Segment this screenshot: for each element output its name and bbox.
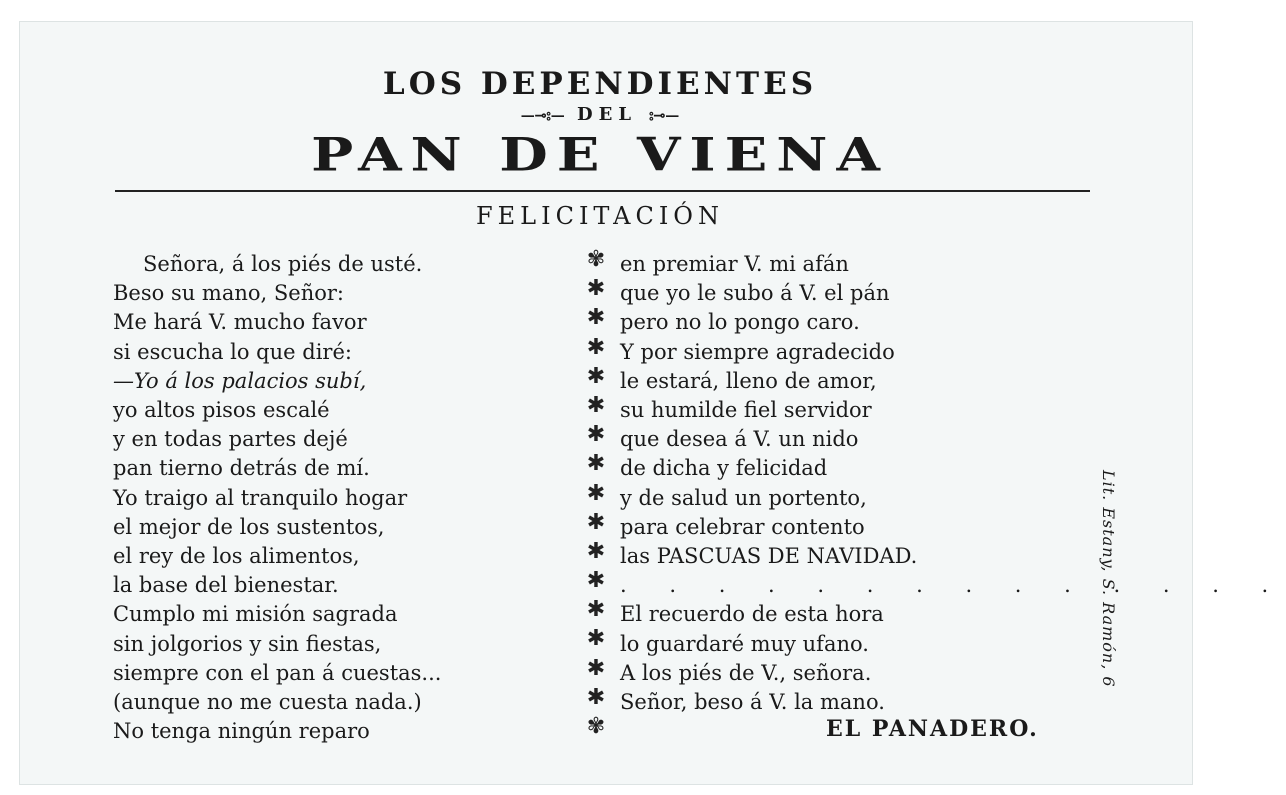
header-rule [115, 190, 1090, 192]
poem-line: —Yo á los palacios subí, [113, 368, 367, 393]
poem-line: sin jolgorios y sin fiestas, [113, 631, 382, 656]
star-ornament-icon: ✱ [586, 334, 606, 360]
poem-line: el mejor de los sustentos, [113, 514, 385, 539]
star-ornament-icon: ✱ [586, 363, 606, 389]
star-ornament-icon: ✱ [586, 451, 606, 477]
poem-line: en premiar V. mi afán [620, 252, 849, 276]
right-poem-column [620, 250, 1286, 717]
poem-line: Me hará V. mucho favor [113, 310, 367, 335]
poem-line: Cumplo mi misión sagrada [113, 602, 398, 627]
poem-line: Yo traigo al tranquilo hogar [113, 485, 408, 510]
header-line-1: LOS DEPENDIENTES [382, 66, 818, 102]
poem-line: Señor, beso á V. la mano. [620, 690, 885, 715]
poem-line: su humilde fiel servidor [620, 398, 872, 423]
star-ornament-icon: ✱ [586, 538, 606, 564]
poem-line: pero no lo pongo caro. [620, 310, 860, 335]
right-ornament-icon: ⦂⊸— [649, 108, 680, 124]
ornamental-divider [582, 245, 610, 750]
poem-line: No tenga ningún reparo [113, 719, 370, 744]
poem-line: si escucha lo que diré: [113, 339, 352, 364]
poem-line: Y por siempre agradecido [620, 339, 895, 364]
poem-line: las PASCUAS DE NAVIDAD. [620, 544, 918, 569]
poem-line: el rey de los alimentos, [113, 544, 360, 569]
poem-line: El recuerdo de esta hora [620, 602, 884, 627]
poem-line: y de salud un portento, [620, 485, 867, 510]
star-ornament-icon: ✱ [586, 626, 606, 652]
poem-line: de dicha y felicidad [620, 456, 828, 481]
poem-line: lo guardaré muy ufano. [620, 631, 869, 656]
left-poem-column [113, 250, 441, 746]
star-ornament-icon: ✱ [586, 480, 606, 506]
left-ornament-icon: —⊸⦂— [520, 108, 565, 124]
star-ornament-icon: ✱ [586, 597, 606, 623]
poem-line: Señora, á los piés de usté. [143, 252, 423, 276]
leaf-ornament-icon: ✾ [586, 714, 606, 739]
star-ornament-icon: ✱ [586, 684, 606, 710]
printer-imprint: Lit. Estany, S. Ramón, 6 [1099, 470, 1118, 688]
poem-line: le estará, lleno de amor, [620, 368, 877, 393]
poem-line: y en todas partes dejé [113, 427, 348, 452]
star-ornament-icon: ✱ [586, 568, 606, 594]
header-del [0, 104, 1200, 125]
poem-line: que desea á V. un nido [620, 427, 859, 452]
signature: EL PANADERO. [826, 716, 1039, 742]
poem-line: A los piés de V., señora. [620, 660, 872, 685]
poem-line: pan tierno detrás de mí. [113, 456, 370, 481]
star-ornament-icon: ✱ [586, 305, 606, 331]
star-ornament-icon: ✱ [586, 655, 606, 681]
leaf-ornament-icon: ✾ [586, 247, 606, 272]
poem-line: (aunque no me cuesta nada.) [113, 690, 422, 715]
star-ornament-icon: ✱ [586, 422, 606, 448]
star-ornament-icon: ✱ [586, 276, 606, 302]
poem-line: yo altos pisos escalé [113, 398, 330, 423]
poem-line: la base del bienestar. [113, 573, 339, 598]
poem-line: Beso su mano, Señor: [113, 281, 344, 306]
star-ornament-icon: ✱ [586, 392, 606, 418]
subtitle: FELICITACIÓN [476, 202, 724, 230]
poem-line: que yo le subo á V. el pán [620, 281, 890, 306]
poem-ellipsis-line: . . . . . . . . . . . . . . [620, 573, 1286, 598]
del-label: DEL [577, 104, 637, 125]
poem-line: para celebrar contento [620, 514, 865, 539]
header-title: PAN DE VIENA [311, 128, 889, 183]
star-ornament-icon: ✱ [586, 509, 606, 535]
poem-line: siempre con el pan á cuestas... [113, 660, 442, 685]
